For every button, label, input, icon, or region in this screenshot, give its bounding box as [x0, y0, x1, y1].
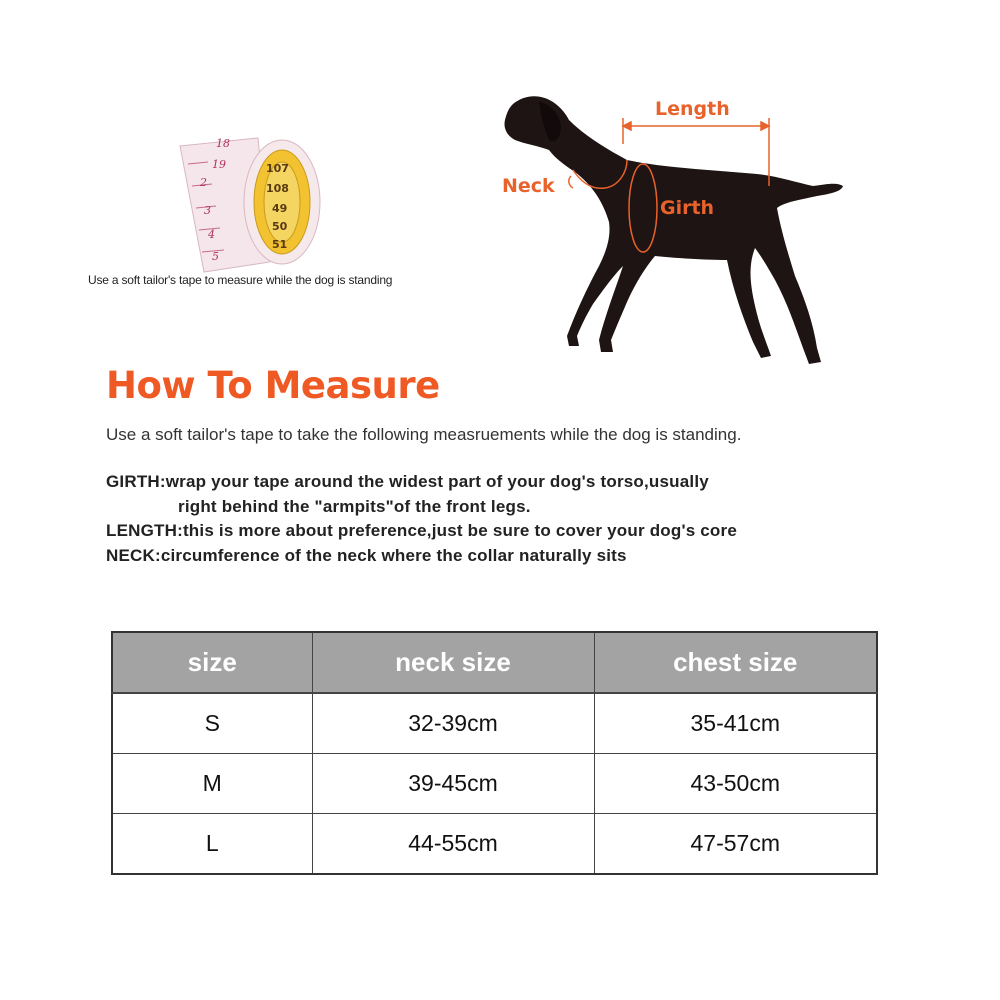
- size-cell: L: [112, 814, 312, 875]
- chest-size-cell: 47-57cm: [594, 814, 877, 875]
- chest-size-cell: 35-41cm: [594, 693, 877, 754]
- size-cell: S: [112, 693, 312, 754]
- tape-measure-image: [178, 134, 328, 274]
- table-header-row: [112, 632, 877, 693]
- header-size: size: [112, 632, 312, 693]
- size-chart-table: [111, 631, 878, 875]
- tape-number: 108: [266, 182, 289, 195]
- tape-number: 18: [216, 137, 230, 150]
- tape-caption: Use a soft tailor's tape to measure while the dog is standing: [88, 273, 393, 287]
- chest-size-cell: 43-50cm: [594, 754, 877, 814]
- tape-number: 51: [272, 238, 288, 251]
- tape-number: 107: [266, 162, 289, 175]
- neck-label: Neck: [502, 175, 555, 197]
- neck-instruction: NECK:circumference of the neck where the collar naturally sits: [106, 546, 627, 565]
- table-row: [112, 754, 877, 814]
- tape-number: 50: [272, 220, 288, 233]
- tape-number: 49: [272, 202, 288, 215]
- girth-instruction-continued: right behind the "armpits"of the front legs.: [178, 497, 531, 516]
- neck-size-cell: 44-55cm: [312, 814, 594, 875]
- tape-number: 4: [208, 228, 215, 241]
- header-chest-size: chest size: [594, 632, 877, 693]
- intro-text: Use a soft tailor's tape to take the following measruements while the dog is standing.: [106, 425, 742, 444]
- header-neck-size: neck size: [312, 632, 594, 693]
- tape-number: 5: [212, 250, 219, 263]
- neck-size-cell: 39-45cm: [312, 754, 594, 814]
- tape-number: 2: [200, 176, 207, 189]
- girth-label: Girth: [660, 197, 715, 219]
- length-label: Length: [655, 98, 730, 120]
- tape-number: 3: [204, 204, 211, 217]
- table-row: [112, 693, 877, 754]
- tape-number: 19: [212, 158, 226, 171]
- length-instruction: LENGTH:this is more about preference,just be sure to cover your dog's core: [106, 521, 737, 540]
- neck-size-cell: 32-39cm: [312, 693, 594, 754]
- dog-silhouette-image: [495, 90, 855, 380]
- girth-instruction: GIRTH:wrap your tape around the widest part of your dog's torso,usually: [106, 472, 709, 491]
- page-title: How To Measure: [106, 364, 440, 407]
- table-row: [112, 814, 877, 875]
- size-cell: M: [112, 754, 312, 814]
